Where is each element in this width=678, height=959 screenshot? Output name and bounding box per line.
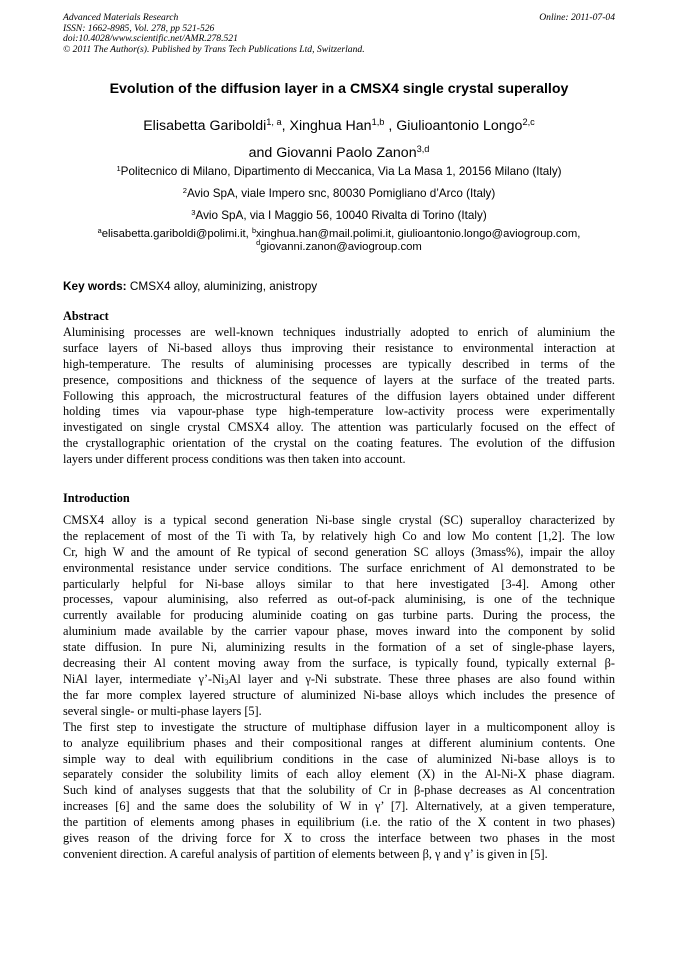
author-and: and (248, 145, 273, 161)
text-line: the crystallographic orientation of the crystal on the coating features. The evolution of the diffusion (63, 436, 615, 451)
affiliation (40, 164, 638, 180)
text-line: environmental resistance under service conditions. The surface enrichment of Al demonstrated to be (63, 560, 615, 575)
subscript: 3 (224, 677, 229, 687)
abstract-paragraph (63, 325, 615, 468)
text-line: Such kind of analyses suggests that that the solubility of Cr in β-phase decreases as Al concentration (63, 783, 615, 798)
affiliation (40, 186, 638, 202)
text-line: the partition of elements among phases in equilibrium (i.e. the ratio of the X content in two phases) (63, 815, 615, 830)
author-affil-marker: 2,c (522, 116, 535, 127)
text-line: holding times via vapour-phase type high-temperature low-activity process were experimentally (63, 404, 615, 419)
email-address[interactable]: elisabetta.gariboldi@polimi.it, (101, 228, 249, 240)
copyright-line: © 2011 The Author(s). Published by Trans Tech Publications Ltd, Switzerland. (63, 43, 365, 55)
issn-line: ISSN: 1662-8985, Vol. 278, pp 521-526 (63, 22, 215, 34)
affiliation-marker: 2 (182, 185, 187, 195)
affiliation-text: Avio SpA, viale Impero snc, 80030 Pomigliano d’Arco (Italy) (186, 187, 496, 200)
text-line: investigated on single crystal CMSX4 alloy. The attention was particularly focused on the effect of (63, 420, 615, 435)
keywords-line (63, 279, 615, 294)
abstract-heading: Abstract (63, 309, 109, 323)
introduction-section (63, 491, 615, 863)
abstract-section (63, 309, 615, 468)
email-block (40, 225, 638, 253)
text-line: several single- or multi-phase layers [5]. (63, 703, 262, 718)
introduction-heading: Introduction (63, 491, 130, 505)
affiliation-marker: 1 (116, 163, 121, 173)
text-line: the replacement of most of the Ti with Ta, by relatively high Co and low Mo content [1,2]. The low (63, 528, 615, 543)
author-name: Giovanni Paolo Zanon (276, 145, 417, 161)
paper-title: Evolution of the diffusion layer in a CMSX4 single crystal superalloy (109, 81, 569, 97)
affiliation-text: Politecnico di Milano, Dipartimento di Meccanica, Via La Masa 1, 20156 Milano (Italy) (120, 165, 562, 178)
keywords-label: Key words: (63, 279, 127, 293)
text-line: gives reason of the driving force for X to cross the interface between two phases in the most (63, 831, 615, 846)
email-address[interactable]: giovanni.zanon@aviogroup.com (260, 240, 422, 253)
journal-name: Advanced Materials Research (63, 12, 179, 23)
text-line: state diffusion. In pure Ni, aluminizing results in the formation of a set of single-phase layers, (63, 640, 615, 655)
keywords-text: CMSX4 alloy, aluminizing, anistropy (126, 279, 318, 293)
text-line: separately consider the solubility limits of each alloy element (X) in the Al-Ni-X phase diagram. (63, 767, 615, 782)
text-line (63, 672, 615, 688)
author-affil-marker: 1,b (371, 116, 385, 127)
author-affil-marker: 1, a (266, 116, 282, 127)
text-line: surface layers of Ni-based alloys thus improving their resistance to environmental interaction at (63, 340, 615, 355)
author-affil-marker: 3,d (416, 143, 430, 154)
text-line: simple way to deal with equilibrium conditions in the case of aluminized Ni-base alloys is to (63, 751, 615, 766)
text-line: to analyze equilibrium phases and their compositional ranges at different aluminium contents. One (63, 735, 615, 750)
online-date: Online: 2011-07-04 (539, 12, 615, 23)
email-marker: b (251, 225, 257, 235)
introduction-paragraph (63, 513, 615, 863)
text-segment: Al layer and γ-Ni substrate. These three phases are also found within (228, 671, 615, 686)
text-segment: NiAl layer, intermediate γ’-Ni (63, 671, 225, 686)
author-list: Elisabetta Gariboldi$^{1, a}$, Xinghua Han$^{1,b}$ , Giulioantonio Longo$^{2,c}$ and Giovanni Paolo Zanon$^{3,d}$ (143, 116, 535, 161)
author-name: Giulioantonio Longo (396, 118, 523, 134)
text-line: aluminium made available by the carrier vapour phase, moves inward into the component by solid (63, 624, 615, 639)
affiliation (40, 208, 638, 224)
affiliation-text: Avio SpA, via I Maggio 56, 10040 Rivalta di Torino (Italy) (195, 209, 487, 222)
text-line: The first step to investigate the structure of multiphase diffusion layer in a multicomponent alloy is (63, 719, 615, 734)
text-line: Aluminising processes are well-known techniques industrially adopted to enrich of aluminium the (63, 324, 615, 339)
text-line: decreasing their Al content moving away from the surface, is typically found, typically external β- (63, 656, 615, 671)
text-line: presence, compositions and thickness of the sequence of layers at the surface of the treated parts. (63, 372, 615, 387)
email-marker: a (97, 225, 102, 235)
text-line: convenient direction. A careful analysis of partition of elements between β, γ and γ’ is given in [5]. (63, 846, 548, 861)
text-line: currently available for producing aluminide coating on gas turbine parts. During the process, the (63, 608, 615, 623)
text-line: processes, vapour aluminising, also referred as out-of-pack aluminising, is one of the technique (63, 592, 615, 607)
text-line: CMSX4 alloy is a typical second generation Ni-base single crystal (SC) superalloy characterized by (63, 512, 615, 527)
text-line: increases [6] and the same does the solubility of W in γ’ [7]. Alternatively, at a given temperature, (63, 799, 615, 814)
text-line: high-temperature. The results of aluminising processes are typically described in terms of the (63, 356, 615, 371)
text-line: Cr, high W and the amount of Re typical of second generation SC alloys (3mass%), impair the alloy (63, 544, 615, 559)
author-name: Xinghua Han (289, 118, 372, 134)
doi-line: doi:10.4028/www.scientific.net/AMR.278.521 (63, 33, 238, 45)
text-line: the far more complex layered structure of aluminized Ni-base alloys which includes the presence of (63, 687, 615, 702)
text-line: layers under different process conditions was then taken into account. (63, 452, 406, 467)
journal-header (63, 13, 615, 55)
text-line: Following this approach, the microstructural features of the diffusion layers obtained under different (63, 388, 615, 403)
email-marker: d (256, 238, 261, 248)
affiliation-marker: 3 (191, 207, 196, 217)
author-name: Elisabetta Gariboldi (143, 118, 267, 134)
email-address[interactable]: xinghua.han@mail.polimi.it, giulioantonio.longo@aviogroup.com, (256, 228, 581, 240)
text-line: particularly helpful for Ni-base alloys similar to that here investigated [3-4]. Among other (63, 576, 615, 591)
